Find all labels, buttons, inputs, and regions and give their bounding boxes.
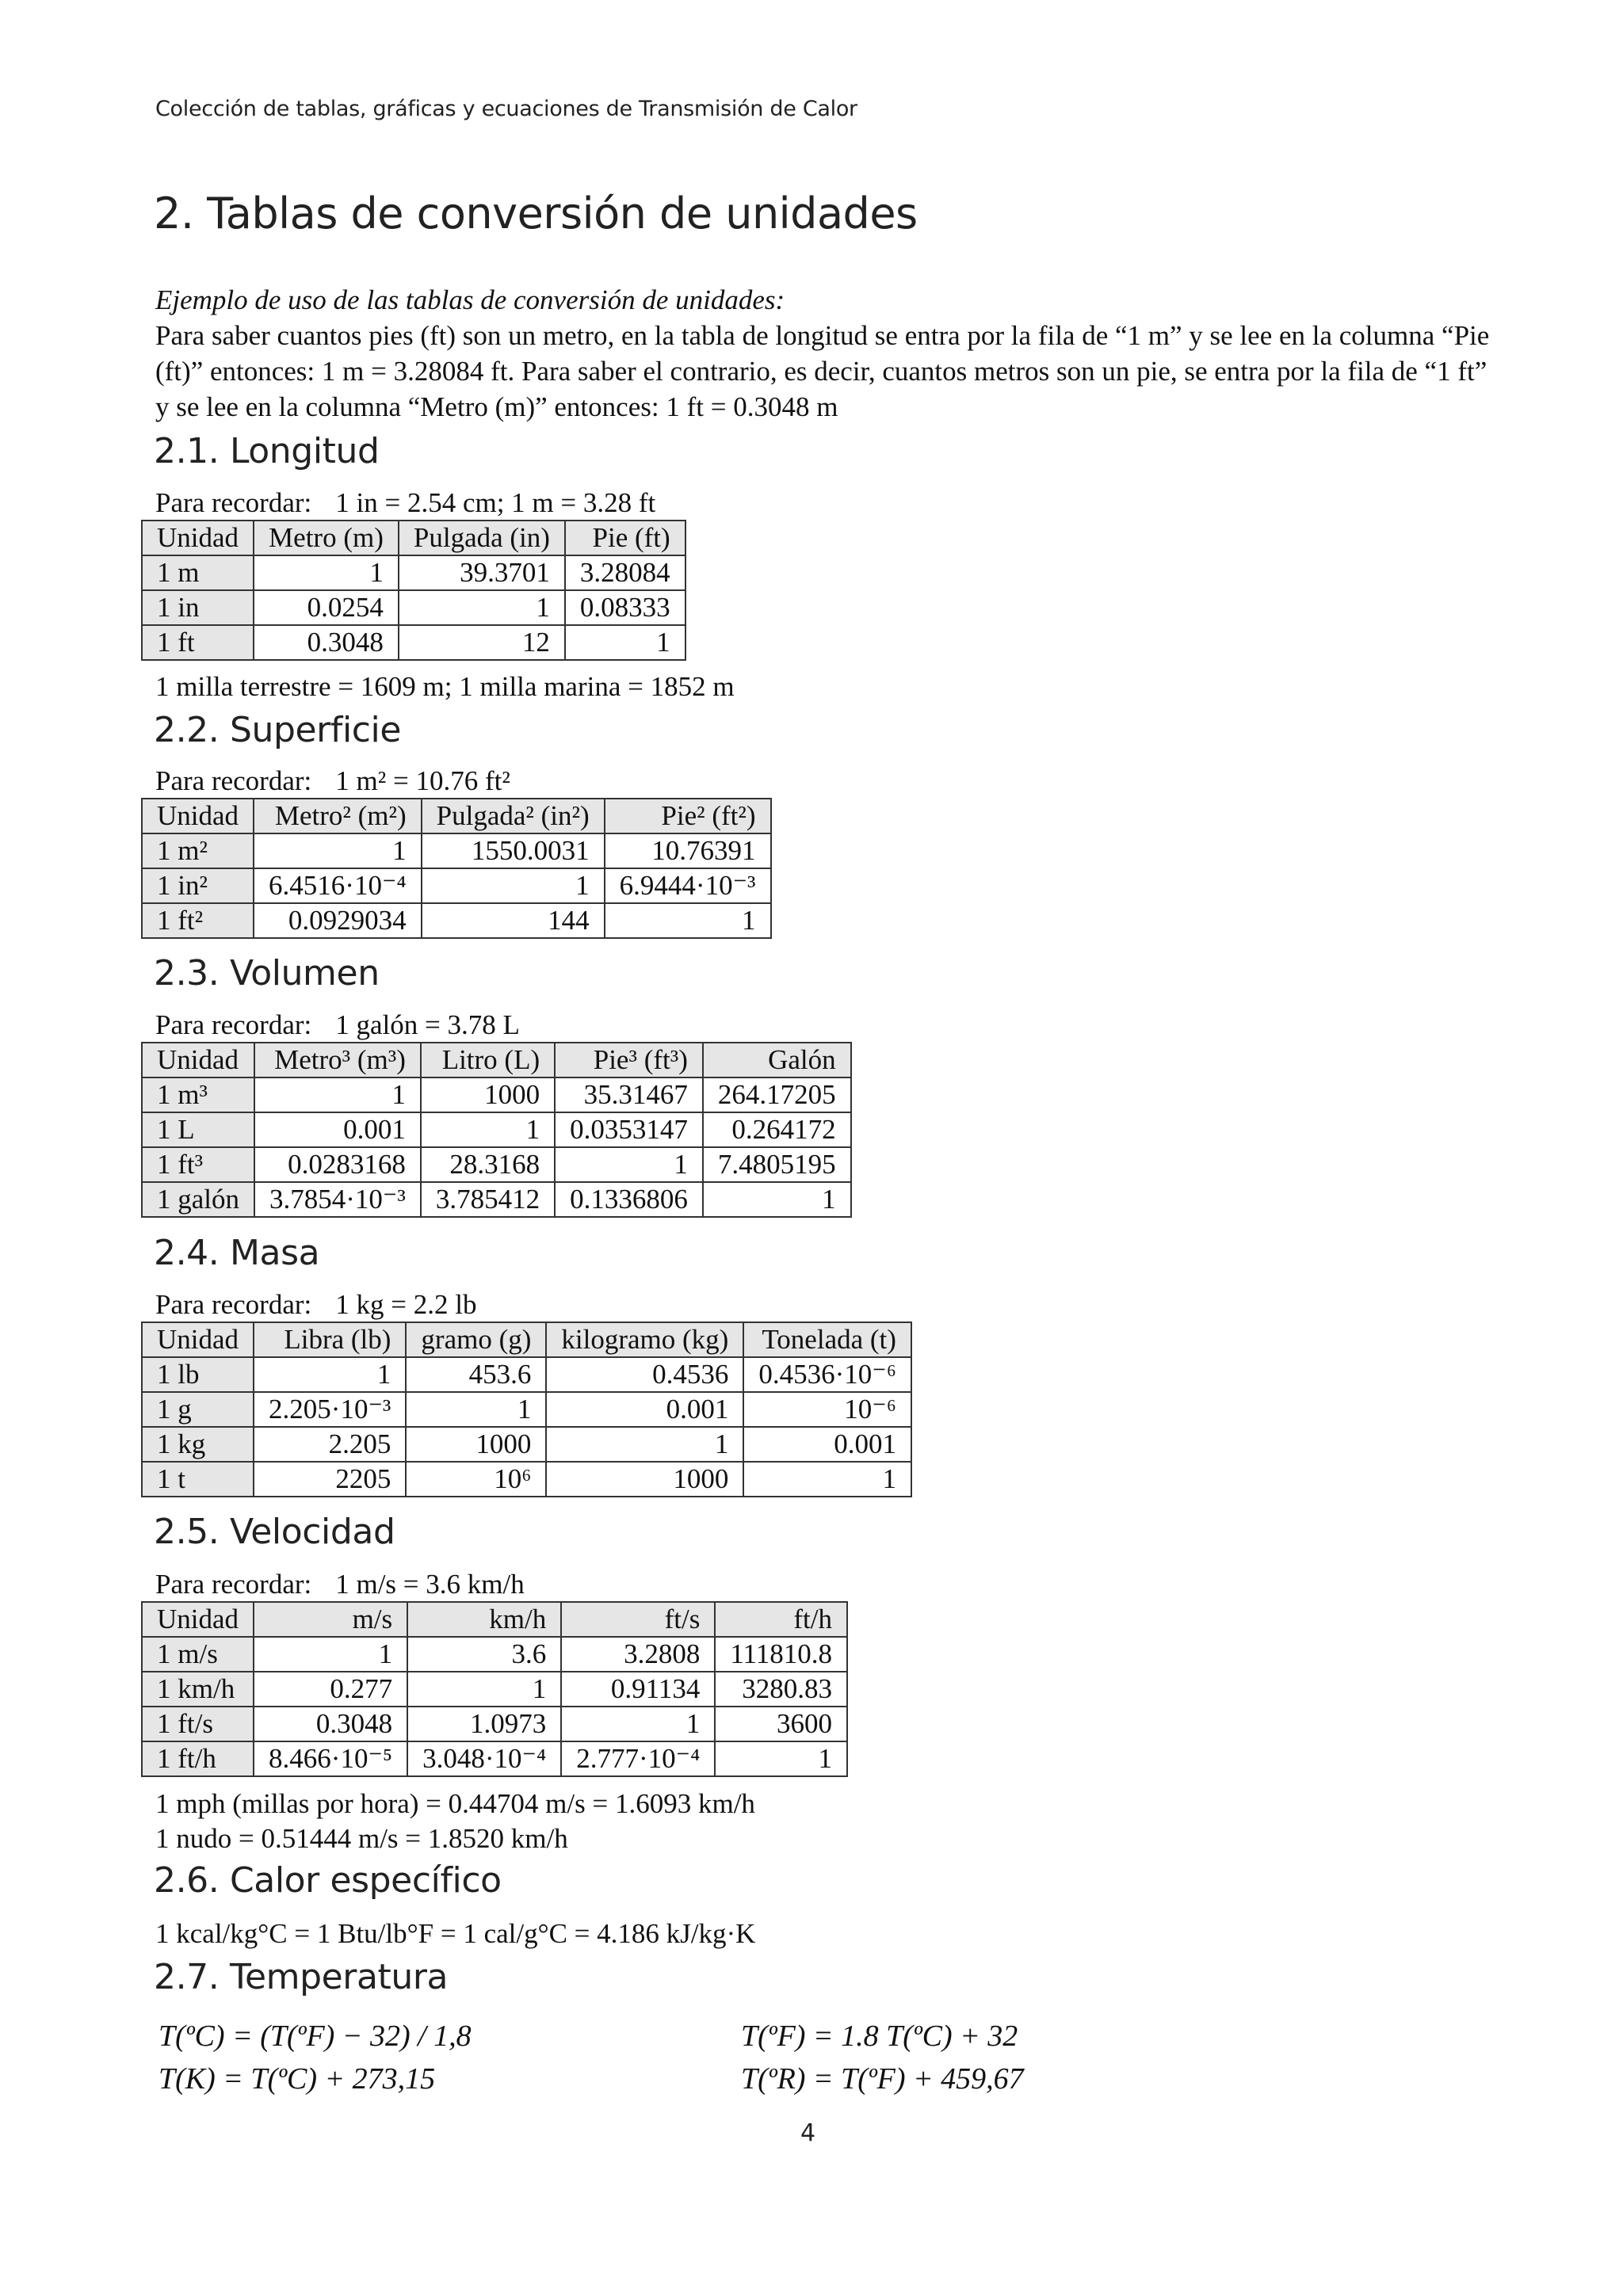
- table-cell: 1000: [406, 1427, 546, 1462]
- remember-superficie: [155, 763, 510, 799]
- table-cell: 1000: [421, 1077, 555, 1112]
- intro-lead: Ejemplo de uso de las tablas de conversión de unidades:: [155, 284, 785, 315]
- table-row: [142, 1462, 911, 1497]
- row-header: 1 in²: [142, 868, 254, 903]
- col-header: Galón: [703, 1043, 851, 1077]
- table-header-row: [142, 1602, 847, 1637]
- col-header: Unidad: [142, 1322, 254, 1357]
- col-header: km/h: [407, 1602, 561, 1637]
- table-cell: 6.9444·10⁻³: [605, 868, 771, 903]
- table-cell: 35.31467: [555, 1077, 703, 1112]
- note-velocidad-mph: 1 mph (millas por hora) = 0.44704 m/s = 1.6093 km/h: [155, 1788, 755, 1819]
- col-header: Pie (ft): [565, 521, 685, 555]
- remember-text: 1 m/s = 3.6 km/h: [335, 1569, 525, 1600]
- note-velocidad-nudo: 1 nudo = 0.51444 m/s = 1.8520 km/h: [155, 1823, 568, 1854]
- table-cell: 2.205: [254, 1427, 406, 1462]
- table-cell: 1: [406, 1392, 546, 1427]
- table-cell: 1: [565, 625, 685, 660]
- table-cell: 1: [561, 1707, 715, 1741]
- table-row: [142, 1637, 847, 1672]
- table-cell: 8.466·10⁻⁵: [254, 1741, 407, 1776]
- row-header: 1 galón: [142, 1182, 254, 1217]
- table-cell: 1: [555, 1147, 703, 1182]
- row-header: 1 ft/s: [142, 1707, 254, 1741]
- row-header: 1 g: [142, 1392, 254, 1427]
- table-cell: 0.264172: [703, 1112, 851, 1147]
- table-row: [142, 1147, 851, 1182]
- remember-text: 1 in = 2.54 cm; 1 m = 3.28 ft: [335, 487, 656, 518]
- chapter-title: 2. Tablas de conversión de unidades: [154, 189, 918, 238]
- table-cell: 3.28084: [565, 555, 685, 590]
- table-header-row: [142, 1322, 911, 1357]
- table-cell: 1: [254, 1077, 421, 1112]
- intro-paragraph: [155, 282, 1503, 425]
- table-row: [142, 1741, 847, 1776]
- table-cell: 2205: [254, 1462, 406, 1497]
- table-cell: 28.3168: [421, 1147, 555, 1182]
- section-title-calor: 2.6. Calor específico: [154, 1860, 502, 1901]
- row-header: 1 m³: [142, 1077, 254, 1112]
- table-longitud: [141, 520, 686, 661]
- table-cell: 0.1336806: [555, 1182, 703, 1217]
- table-row: [142, 903, 771, 938]
- table-cell: 3.7854·10⁻³: [254, 1182, 421, 1217]
- remember-text: 1 kg = 2.2 lb: [335, 1289, 477, 1320]
- table-cell: 0.001: [254, 1112, 421, 1147]
- table-cell: 1: [703, 1182, 851, 1217]
- table-header-row: [142, 799, 771, 833]
- table-cell: 3.785412: [421, 1182, 555, 1217]
- table-cell: 1: [254, 833, 422, 868]
- col-header: Metro³ (m³): [254, 1043, 421, 1077]
- col-header: Pulgada² (in²): [422, 799, 605, 833]
- table-cell: 3600: [715, 1707, 847, 1741]
- col-header: ft/s: [561, 1602, 715, 1637]
- table-row: [142, 833, 771, 868]
- table-cell: 0.3048: [254, 1707, 407, 1741]
- table-cell: 1: [421, 1112, 555, 1147]
- remember-text: 1 galón = 3.78 L: [335, 1009, 520, 1040]
- table-cell: 10⁻⁶: [743, 1392, 911, 1427]
- section-title-velocidad: 2.5. Velocidad: [154, 1512, 395, 1552]
- table-cell: 0.4536: [546, 1357, 743, 1392]
- note-longitud: 1 milla terrestre = 1609 m; 1 milla marina = 1852 m: [155, 671, 735, 702]
- remember-volumen: [155, 1007, 520, 1043]
- row-header: 1 m²: [142, 833, 254, 868]
- calor-especifico-equivalence: 1 kcal/kg°C = 1 Btu/lb°F = 1 cal/g°C = 4.186 kJ/kg·K: [155, 1918, 756, 1949]
- formula-celsius: T(ºC) = (T(ºF) − 32) / 1,8: [158, 2019, 472, 2053]
- section-title-volumen: 2.3. Volumen: [154, 953, 380, 994]
- row-header: 1 m/s: [142, 1637, 254, 1672]
- col-header: Pie² (ft²): [605, 799, 771, 833]
- table-velocidad: [141, 1601, 848, 1777]
- col-header: Unidad: [142, 1043, 254, 1077]
- table-header-row: [142, 521, 685, 555]
- section-title-temperatura: 2.7. Temperatura: [154, 1957, 449, 1997]
- table-cell: 10⁶: [406, 1462, 546, 1497]
- col-header: Unidad: [142, 521, 254, 555]
- table-cell: 3.6: [407, 1637, 561, 1672]
- table-cell: 0.08333: [565, 590, 685, 625]
- formula-kelvin: T(K) = T(ºC) + 273,15: [158, 2062, 436, 2096]
- table-cell: 0.001: [743, 1427, 911, 1462]
- table-cell: 1: [407, 1672, 561, 1707]
- table-row: [142, 1112, 851, 1147]
- col-header: Unidad: [142, 799, 254, 833]
- section-title-superficie: 2.2. Superficie: [154, 710, 402, 750]
- row-header: 1 kg: [142, 1427, 254, 1462]
- table-cell: 1: [743, 1462, 911, 1497]
- table-row: [142, 1357, 911, 1392]
- table-cell: 0.3048: [254, 625, 399, 660]
- row-header: 1 in: [142, 590, 254, 625]
- table-superficie: [141, 798, 772, 939]
- table-cell: 453.6: [406, 1357, 546, 1392]
- remember-longitud: [155, 485, 655, 521]
- table-cell: 1: [254, 1637, 407, 1672]
- row-header: 1 km/h: [142, 1672, 254, 1707]
- col-header: Unidad: [142, 1602, 254, 1637]
- table-cell: 1.0973: [407, 1707, 561, 1741]
- col-header: Libra (lb): [254, 1322, 406, 1357]
- intro-body: Para saber cuantos pies (ft) son un metro, en la tabla de longitud se entra por la fila de “1 m” y se lee en la columna “Pie (ft)” entonces: 1 m = 3.28084 ft. Para saber el contrario, es decir, cuantos metros son un pie, se entra por la fila de “1 ft” y se lee en la columna “Metro (m)” entonces: 1 ft = 0.3048 m: [155, 320, 1490, 422]
- remember-label: Para recordar:: [155, 1569, 312, 1600]
- table-cell: 12: [399, 625, 565, 660]
- table-row: [142, 590, 685, 625]
- table-cell: 1: [254, 555, 399, 590]
- table-cell: 1550.0031: [422, 833, 605, 868]
- col-header: Metro² (m²): [254, 799, 422, 833]
- table-cell: 0.0353147: [555, 1112, 703, 1147]
- table-cell: 1: [605, 903, 771, 938]
- table-header-row: [142, 1043, 851, 1077]
- section-title-masa: 2.4. Masa: [154, 1233, 320, 1273]
- table-cell: 10.76391: [605, 833, 771, 868]
- row-header: 1 L: [142, 1112, 254, 1147]
- col-header: gramo (g): [406, 1322, 546, 1357]
- row-header: 1 ft: [142, 625, 254, 660]
- formula-fahrenheit: T(ºF) = 1.8 T(ºC) + 32: [741, 2019, 1018, 2053]
- table-cell: 0.4536·10⁻⁶: [743, 1357, 911, 1392]
- table-cell: 3.2808: [561, 1637, 715, 1672]
- table-cell: 0.277: [254, 1672, 407, 1707]
- page-number: 4: [800, 2119, 816, 2147]
- section-title-longitud: 2.1. Longitud: [154, 431, 380, 471]
- col-header: Pulgada (in): [399, 521, 565, 555]
- table-row: [142, 555, 685, 590]
- table-row: [142, 1672, 847, 1707]
- row-header: 1 ft/h: [142, 1741, 254, 1776]
- table-cell: 0.91134: [561, 1672, 715, 1707]
- table-volumen: [141, 1042, 852, 1218]
- table-cell: 0.001: [546, 1392, 743, 1427]
- table-cell: 2.777·10⁻⁴: [561, 1741, 715, 1776]
- table-cell: 1: [254, 1357, 406, 1392]
- remember-label: Para recordar:: [155, 1289, 312, 1320]
- remember-text: 1 m² = 10.76 ft²: [335, 765, 510, 796]
- table-cell: 1: [399, 590, 565, 625]
- table-cell: 0.0283168: [254, 1147, 421, 1182]
- table-cell: 7.4805195: [703, 1147, 851, 1182]
- formula-rankine: T(ºR) = T(ºF) + 459,67: [741, 2062, 1024, 2096]
- col-header: Tonelada (t): [743, 1322, 911, 1357]
- remember-label: Para recordar:: [155, 487, 312, 518]
- table-cell: 39.3701: [399, 555, 565, 590]
- col-header: Litro (L): [421, 1043, 555, 1077]
- col-header: m/s: [254, 1602, 407, 1637]
- col-header: Pie³ (ft³): [555, 1043, 703, 1077]
- table-row: [142, 1182, 851, 1217]
- col-header: Metro (m): [254, 521, 399, 555]
- table-cell: 3280.83: [715, 1672, 847, 1707]
- col-header: ft/h: [715, 1602, 847, 1637]
- table-cell: 3.048·10⁻⁴: [407, 1741, 561, 1776]
- table-row: [142, 1077, 851, 1112]
- table-cell: 6.4516·10⁻⁴: [254, 868, 422, 903]
- row-header: 1 m: [142, 555, 254, 590]
- table-cell: 1: [546, 1427, 743, 1462]
- table-cell: 0.0254: [254, 590, 399, 625]
- row-header: 1 lb: [142, 1357, 254, 1392]
- row-header: 1 t: [142, 1462, 254, 1497]
- table-cell: 2.205·10⁻³: [254, 1392, 406, 1427]
- table-row: [142, 1427, 911, 1462]
- row-header: 1 ft²: [142, 903, 254, 938]
- remember-masa: [155, 1287, 476, 1322]
- remember-label: Para recordar:: [155, 765, 312, 796]
- row-header: 1 ft³: [142, 1147, 254, 1182]
- remember-label: Para recordar:: [155, 1009, 312, 1040]
- table-row: [142, 868, 771, 903]
- table-cell: 111810.8: [715, 1637, 847, 1672]
- col-header: kilogramo (kg): [546, 1322, 743, 1357]
- table-cell: 1: [422, 868, 605, 903]
- table-cell: 264.17205: [703, 1077, 851, 1112]
- table-cell: 144: [422, 903, 605, 938]
- table-cell: 1000: [546, 1462, 743, 1497]
- remember-velocidad: [155, 1566, 525, 1602]
- table-row: [142, 1707, 847, 1741]
- table-cell: 0.0929034: [254, 903, 422, 938]
- running-head: Colección de tablas, gráficas y ecuaciones de Transmisión de Calor: [155, 97, 857, 121]
- table-cell: 1: [715, 1741, 847, 1776]
- table-row: [142, 1392, 911, 1427]
- table-row: [142, 625, 685, 660]
- table-masa: [141, 1322, 912, 1497]
